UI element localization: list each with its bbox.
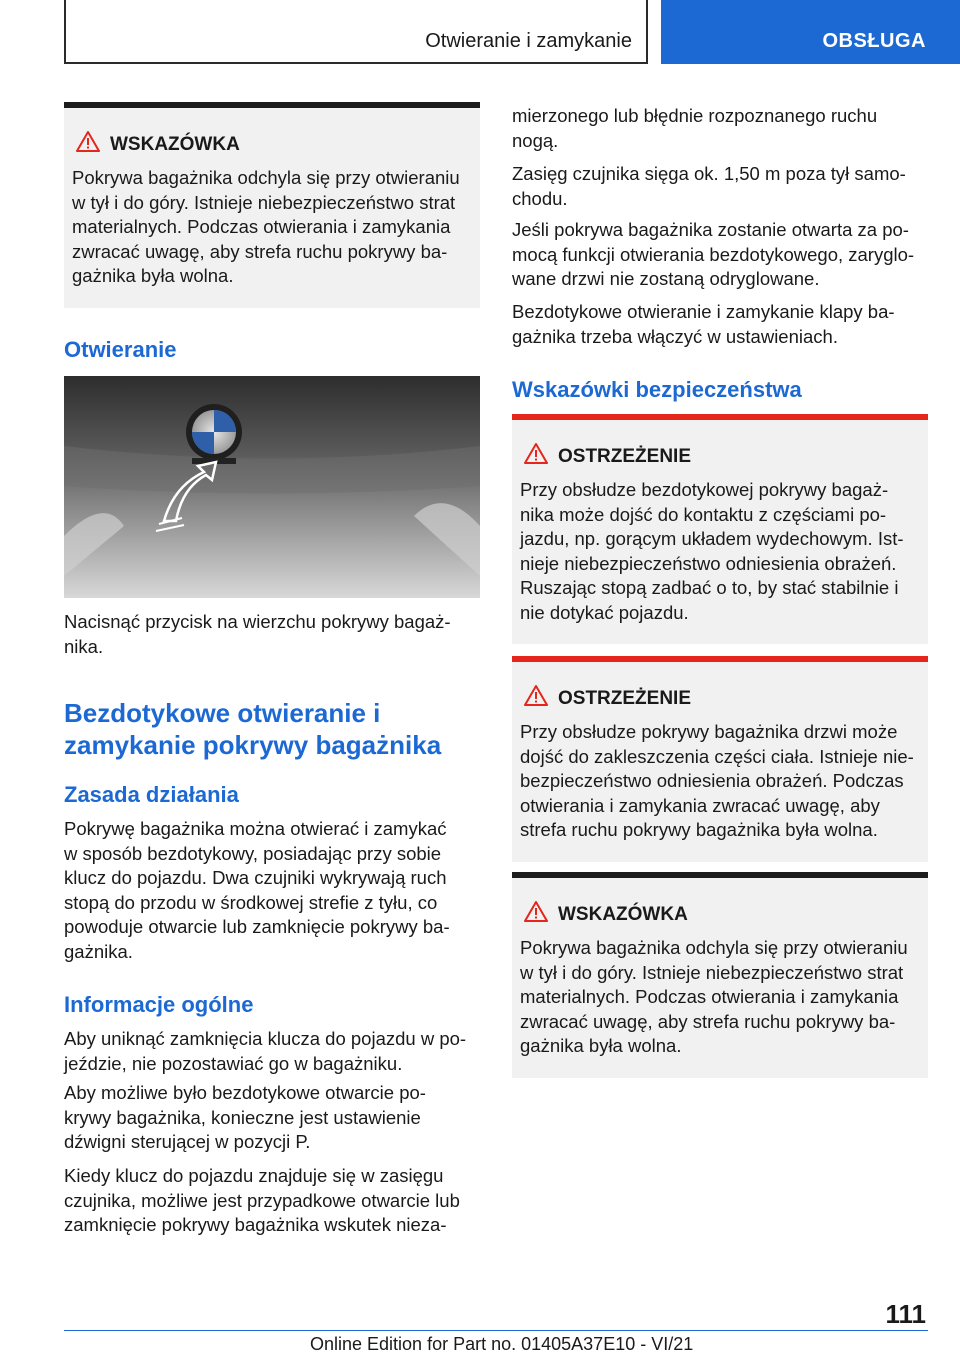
paragraph-range: Zasięg czujnika sięga ok. 1,50 m poza tył samo- chodu. xyxy=(512,163,906,209)
warning-box-2 xyxy=(512,656,928,862)
paragraph-zasada: Pokrywę bagażnika można otwierać i zamykać w sposób bezdotykowy, posiadając przy sobie klucz do pojazdu. Dwa czujniki wykrywają ruch stopą do przodu w środkowej strefie z tyłu, co powoduje otwarcie lub zamknięcie pokrywy ba- gażnika. xyxy=(64,818,450,962)
note-text: Pokrywa bagażnika odchyla się przy otwieraniu w tył i do góry. Istnieje niebezpieczeństwo strat materialnych. Podczas otwierania i zamykania zwracać uwagę, aby strefa ruchu pokrywy ba- gażnika była wolna. xyxy=(520,937,908,1056)
warning-text: Przy obsłudze bezdotykowej pokrywy bagaż- nika może dojść do kontaktu z częściami po- jazdu, np. gorącym układem wydechowym. Ist- nieje niebezpieczeństwo odniesienia obrażeń. Ruszając stopą zadbać o to, by stać stabilnie i nie dotykać pojazdu. xyxy=(520,479,904,623)
trunk-button-photo xyxy=(64,376,480,598)
heading-bezdotykowe: Bezdotykowe otwieranie i zamykanie pokrywy bagażnika xyxy=(64,698,442,760)
warning-triangle-icon xyxy=(76,130,100,152)
heading-otwieranie: Otwieranie xyxy=(64,337,177,362)
photo-caption: Nacisnąć przycisk na wierzchu pokrywy bagaż- nika. xyxy=(64,611,451,657)
paragraph-info-1: Aby uniknąć zamknięcia klucza do pojazdu w po- jeździe, nie pozostawiać go w bagażniku. xyxy=(64,1028,467,1074)
warning-triangle-icon xyxy=(524,900,548,922)
warning-triangle-icon xyxy=(524,442,548,464)
warning-heading: OSTRZEŻENIE xyxy=(558,446,692,467)
paragraph-enable: Bezdotykowe otwieranie i zamykanie klapy ba- gażnika trzeba włączyć w ustawieniach. xyxy=(512,301,895,347)
trunk-illustration xyxy=(64,376,480,598)
warning-text: Przy obsłudze pokrywy bagażnika drzwi może dojść do zakleszczenia części ciała. Istnieje nie- bezpieczeństwo odniesienia obrażeń. Podczas otwierania i zamykania zwracać uwagę, aby strefa ruchu pokrywy bagażnika była wolna. xyxy=(520,721,914,840)
paragraph-info-2: Aby możliwe było bezdotykowe otwarcie po- krywy bagażnika, konieczne jest ustawienie dźwigni sterującej w pozycji P. xyxy=(64,1082,426,1152)
warning-triangle-icon xyxy=(524,684,548,706)
heading-informacje: Informacje ogólne xyxy=(64,992,254,1017)
footer-divider xyxy=(64,1330,928,1331)
note-heading: WSKAZÓWKA xyxy=(558,904,688,925)
heading-zasada: Zasada działania xyxy=(64,782,239,807)
section-title: Otwieranie i zamykanie xyxy=(425,30,632,52)
paragraph-unlock: Jeśli pokrywa bagażnika zostanie otwarta za po- mocą funkcji otwierania bezdotykowego, zaryglo- wane drzwi nie zostaną odryglowane. xyxy=(512,219,915,289)
edition-label: Online Edition for Part no. 01405A37E10 - VI/21 xyxy=(310,1334,694,1354)
chapter-tab-label: OBSŁUGA xyxy=(822,30,926,52)
chapter-tab[interactable] xyxy=(661,0,960,64)
page-number: 111 xyxy=(885,1299,926,1329)
note-text: Pokrywa bagażnika odchyla się przy otwieraniu w tył i do góry. Istnieje niebezpieczeństwo strat materialnych. Podczas otwierania i zamykania zwracać uwagę, aby strefa ruchu pokrywy ba- gażnika była wolna. xyxy=(72,167,460,286)
warning-box-1 xyxy=(512,414,928,644)
note-heading: WSKAZÓWKA xyxy=(110,134,240,155)
heading-safety: Wskazówki bezpieczeństwa xyxy=(512,377,802,402)
header-section-box xyxy=(64,0,648,64)
note-box-right xyxy=(512,872,928,1078)
paragraph-info-3: Kiedy klucz do pojazdu znajduje się w zasięgu czujnika, możliwe jest przypadkowe otwarcie lub zamknięcie pokrywy bagażnika wskutek nieza- xyxy=(64,1165,460,1235)
warning-heading: OSTRZEŻENIE xyxy=(558,688,692,709)
paragraph-continued: mierzonego lub błędnie rozpoznanego ruchu nogą. xyxy=(512,105,878,151)
note-box-left xyxy=(64,102,480,308)
